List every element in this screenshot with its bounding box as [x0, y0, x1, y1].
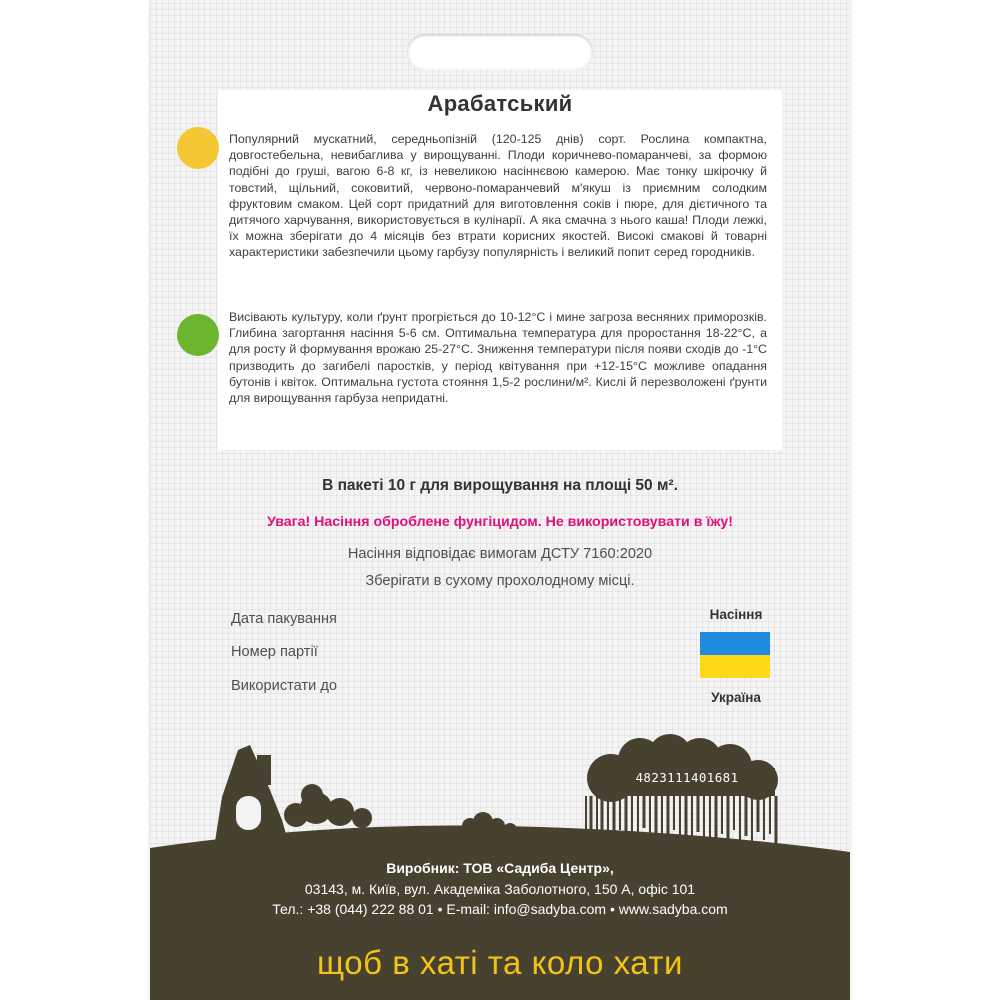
- storage-instructions: Зберігати в сухому прохолодному місці.: [365, 573, 635, 589]
- fungicide-warning: Увага! Насіння оброблене фунгіцидом. Не використовувати в їжу!: [266, 514, 734, 530]
- standard-compliance: Насіння відповідає вимогам ДСТУ 7160:2020: [347, 546, 653, 562]
- manufacturer-name: Виробник: ТОВ «Садиба Центр»,: [386, 860, 614, 876]
- pack-date-label: Дата пакування: [231, 611, 337, 627]
- manufacturer-contacts: Тел.: +38 (044) 222 88 01 • E-mail: info@sadyba.com • www.sadyba.com: [272, 901, 728, 917]
- growing-instructions: Висівають культуру, коли ґрунт прогріється до 10-12°С і мине загроза весняних приморозків. Глибина загортання насіння 5-6 см. Оптимальна температура для проростання 18-22°С, а для росту й формування врожаю 25-27°С. Зниження температури після появи сходів до -1°С призводить до загибелі паростків, у період квітування при +12-15°С можливе опадання бутонів і квіток. Оптимальна густота стояння 1,5-2 рослини/м². Кислі й перезволожені ґрунти для вирощування гарбуза непридатні.: [229, 310, 767, 406]
- batch-number-label: Номер партії: [231, 644, 318, 660]
- house-silhouette-icon: [214, 745, 290, 848]
- manufacturer-address: 03143, м. Київ, вул. Академіка Заболотного, 150 А, офіс 101: [304, 881, 696, 897]
- origin-country: Україна: [711, 690, 761, 705]
- variety-title: Арабатський: [427, 91, 573, 116]
- variety-description: Популярний мускатний, середньопізній (120-125 днів) сорт. Рослина компактна, довгостебельна, невибаглива у вирощуванні. Плоди коричнево-помаранчеві, за формою подібні до груші, вагою 6-8 кг, із невеликою насіннєвою камерою. Має тонку шкірочку й товстий, щільний, соковитий, червоно-помаранчевий м'якуш із приємним солодким фруктовим смаком. Цей сорт придатний для виготовлення соків і пюре, для дієтичного та дитячого харчування, використовується в кулінарії. А яка смачна з нього каша! Плоди лежкі, їх можна зберігати до 4 місяців без втрати корисних якостей. Високі смакові й товарні характеристики забезпечили цьому гарбузу популярність і великий попит серед городників.: [229, 132, 767, 260]
- origin-label: Насіння: [709, 607, 763, 622]
- packet-weight-info: В пакеті 10 г для вирощування на площі 50 м².: [322, 477, 678, 494]
- barcode-number: 4823111401681: [635, 770, 739, 785]
- use-by-label: Використати до: [231, 678, 337, 694]
- brand-slogan: щоб в хаті та коло хати: [317, 944, 683, 981]
